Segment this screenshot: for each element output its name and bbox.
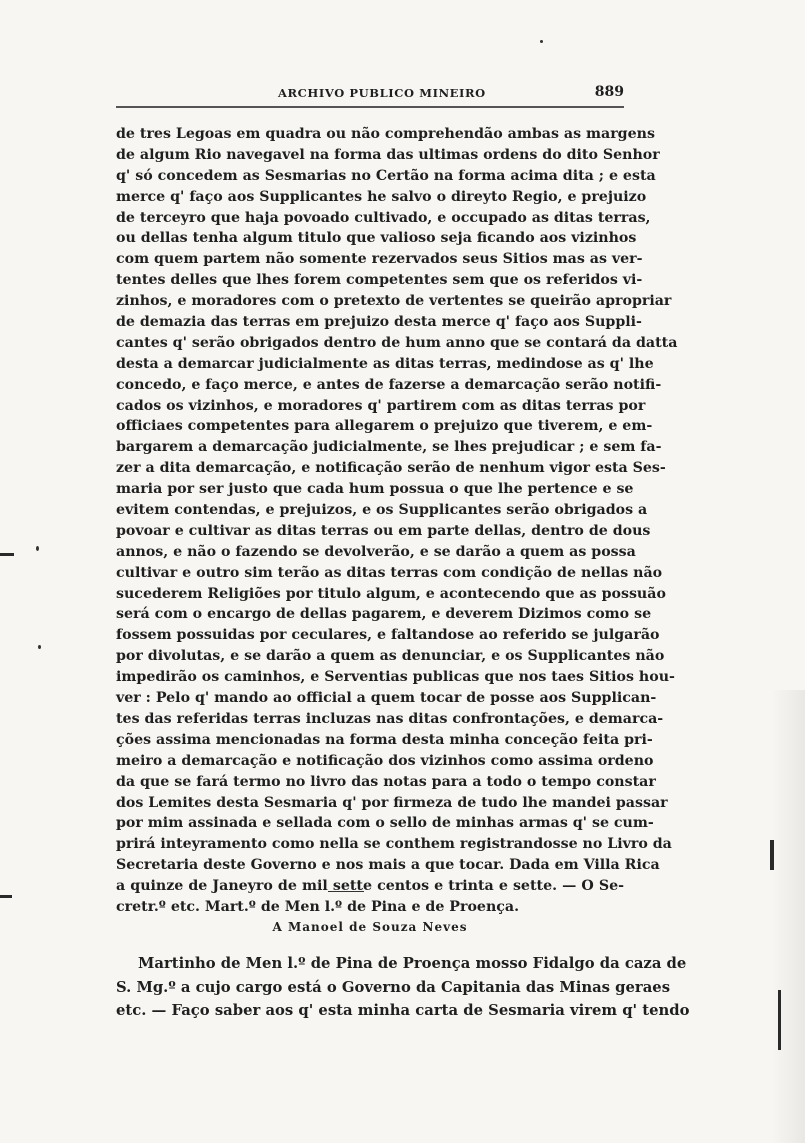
text-line: merce q' faço aos Supplicantes he salvo o direyto Regio, e prejuizo: [116, 188, 647, 205]
text-line: de demazia das terras em prejuizo desta merce q' faço aos Suppli-: [116, 314, 642, 331]
text-line: fossem possuidas por ceculares, e faltandose ao referido se julgarão: [116, 627, 660, 644]
scan-speck: [540, 40, 543, 43]
scan-speck: [36, 546, 39, 551]
text-line: etc. — Faço saber aos q' esta minha carta de Sesmaria virem q' tendo: [116, 1002, 690, 1019]
text-line: tes das referidas terras incluzas nas ditas confrontações, e demarca-: [116, 710, 664, 727]
text-line: ver : Pelo q' mando ao official a quem tocar de posse aos Supplican-: [116, 690, 657, 707]
text-line: dos Lemites desta Sesmaria q' por firmeza de tudo lhe mandei passar: [116, 794, 668, 811]
text-line: desta a demarcar judicialmente as ditas terras, medindose as q' lhe: [116, 355, 654, 372]
scan-speck: [38, 645, 41, 649]
text-line: bargarem a demarcação judicialmente, se lhes prejudicar ; e sem fa-: [116, 439, 662, 456]
text-line: cados os vizinhos, e moradores q' partirem com as ditas terras por: [116, 397, 646, 414]
text-line: S. Mg.º a cujo cargo está o Governo da Capitania das Minas geraes: [116, 978, 671, 996]
text-line: cultivar e outro sim terão as ditas terras com condição de nellas não: [116, 564, 663, 581]
text-line: Secretaria deste Governo e nos mais a que tocar. Dada em Villa Rica: [116, 857, 660, 874]
page-header: [118, 84, 624, 106]
left-margin-mark: [0, 895, 12, 898]
header-rule: [116, 106, 624, 108]
section-separator: [328, 891, 364, 892]
text-line: officiaes competentes para allegarem o prejuizo que tiverem, e em-: [116, 418, 653, 435]
text-line: será com o encargo de dellas pagarem, e deverem Dizimos como se: [116, 606, 652, 623]
text-line: da que se fará termo no livro das notas para a todo o tempo constar: [116, 773, 656, 790]
text-line: ou dellas tenha algum titulo que valioso seja ficando aos vizinhos: [116, 230, 637, 247]
text-line: impedirão os caminhos, e Serventias publicas que nos taes Sitios hou-: [116, 669, 675, 686]
text-line: cretr.º etc. Mart.º de Men l.º de Pina e de Proença.: [116, 898, 520, 915]
text-line: prirá inteyramento como nella se conthem registrandosse no Livro da: [116, 836, 672, 853]
text-line: povoar e cultivar as ditas terras ou em parte dellas, dentro de dous: [116, 522, 651, 539]
text-line: a quinze de Janeyro de mil sette centos e trinta e sette. — O Se-: [116, 878, 624, 895]
text-line: ções assima mencionadas na forma desta minha conceção feita pri-: [116, 731, 653, 748]
section-text: [116, 952, 690, 1023]
section-heading: A Manoel de Souza Neves: [272, 920, 468, 934]
text-line: maria por ser justo que cada hum possua o que lhe pertence e se: [116, 481, 634, 498]
text-line: meiro a demarcação e notificação dos vizinhos como assima ordeno: [116, 752, 654, 769]
text-line: zer a dita demarcação, e notificação serão de nenhum vigor esta Ses-: [116, 460, 666, 477]
text-line: zinhos, e moradores com o pretexto de vertentes se queirão apropriar: [116, 293, 672, 310]
text-line: de algum Rio navegavel na forma das ultimas ordens do dito Senhor: [116, 146, 660, 163]
body-text: [116, 124, 678, 918]
text-line: de terceyro que haja povoado cultivado, e occupado as ditas terras,: [116, 209, 651, 226]
text-line: tentes delles que lhes forem competentes sem que os referidos vi-: [116, 272, 643, 289]
page-number: 889: [594, 84, 624, 100]
text-line: com quem partem não somente rezervados seus Sitios mas as ver-: [116, 251, 643, 268]
text-line: sucederem Religiões por titulo algum, e acontecendo que as possuão: [116, 585, 666, 602]
left-margin-mark: [0, 553, 14, 556]
text-line: concedo, e faço merce, e antes de fazerse a demarcação serão notifi-: [116, 376, 662, 393]
text-line: evitem contendas, e prejuizos, e os Supplicantes serão obrigados a: [116, 502, 648, 519]
text-line: cantes q' serão obrigados dentro de hum anno que se contará da datta: [116, 334, 678, 351]
text-line: por mim assinada e sellada com o sello de minhas armas q' se cum-: [116, 815, 654, 832]
text-line: Martinho de Men l.º de Pina de Proença mosso Fidalgo da caza de: [138, 955, 687, 972]
running-title: ARCHIVO PUBLICO MINEIRO: [278, 86, 486, 100]
text-line: de tres Legoas em quadra ou não comprehendão ambas as margens: [116, 126, 655, 142]
text-line: por divolutas, e se darão a quem as denunciar, e os Supplicantes não: [116, 648, 665, 665]
page-edge-shadow: [771, 690, 805, 1143]
text-line: annos, e não o fazendo se devolverão, e se darão a quem as possa: [116, 543, 636, 560]
text-line: q' só concedem as Sesmarias no Certão na forma acima dita ; e esta: [116, 167, 656, 184]
